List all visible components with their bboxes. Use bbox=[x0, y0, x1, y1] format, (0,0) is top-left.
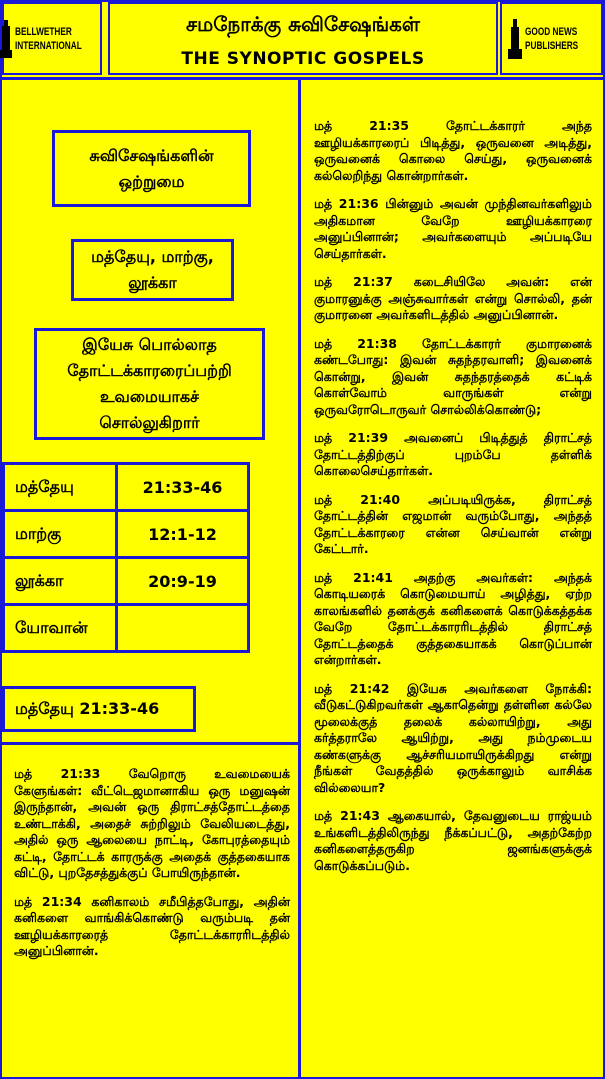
verse: மத் 21:40 அப்படியிருக்க, திராட்சத் தோட்டத்தின் எஜமான் வரும்போது, அந்தத் தோட்டக்காரரை என்ன செய்வான் என்று கேட்டார். bbox=[314, 491, 592, 556]
good-news-logo bbox=[500, 2, 603, 75]
logo-line-2: INTERNATIONAL bbox=[15, 39, 82, 52]
passage-heading: மத்தேயு 21:33-46 bbox=[15, 699, 160, 718]
reference-table bbox=[2, 462, 250, 653]
verse: மத் 21:35 தோட்டக்காரர் அந்த ஊழியக்காரரைப் பிடித்து, ஒருவனை அடித்து, ஒருவனைக் கொலை செய்து, ஒருவனைக் கல்லெறிந்து கொன்றார்கள். bbox=[314, 118, 592, 183]
logo-line-2: PUBLISHERS bbox=[524, 39, 578, 52]
tower-icon bbox=[508, 19, 522, 59]
verse: மத் 21:41 அதற்கு அவர்கள்: அந்தக் கொடியரைக் கொடுமையாய் அழித்து, ஏற்ற காலங்களில் தனக்குக் கனிகளைக் கொடுக்கத்தக்க வேறே தோட்டக்காரரிடத்தில் திராட்சத் தோட்டத்தைக் குத்தகையாகக் கொடுப்பான் என்றார்கள். bbox=[314, 569, 592, 667]
verse: மத் 21:36 பின்னும் அவன் முந்தினவர்களிலும் அதிகமான வேறே ஊழியக்காரரை அனுப்பினான்; அவர்களையும் அப்படியே செய்தார்கள். bbox=[314, 196, 592, 261]
title-tamil: சமநோக்கு சுவிசேஷங்கள் bbox=[186, 12, 420, 36]
ref-cell bbox=[117, 605, 249, 652]
harmony-box bbox=[52, 130, 251, 207]
table-row bbox=[4, 558, 249, 605]
parable-title: இயேசு பொல்லாத தோட்டக்காரரைப்பற்றி உவமையாகச் சொல்லுகிறார் bbox=[67, 335, 232, 432]
ref-cell: 20:9-19 bbox=[117, 558, 249, 605]
ref-cell: 21:33-46 bbox=[117, 464, 249, 511]
gospels-box bbox=[71, 239, 234, 301]
harmony-title: சுவிசேஷங்களின் ஒற்றுமை bbox=[89, 145, 214, 191]
book-cell: மத்தேயு bbox=[4, 464, 117, 511]
ref-cell: 12:1-12 bbox=[117, 511, 249, 558]
left-divider bbox=[0, 742, 300, 745]
logo-line-1: BELLWETHER bbox=[15, 25, 72, 38]
verse: மத் 21:33 வேறொரு உவமையைக் கேளுங்கள்: வீட்டெஜமானாகிய ஒரு மனுஷன் இருந்தான், அவன் ஒரு திராட்சத்தோட்டத்தை உண்டாக்கி, அதைச் சுற்றிலும் வேலியடைத்து, அதில் ஒரு ஆலையை நாட்டி, கோபுரத்தையும் கட்டி, தோட்டக் காரருக்கு அதைக் குத்தகையாக விட்டு, புறதேசத்துக்குப் போயிருந்தான். bbox=[14, 766, 290, 880]
table-row bbox=[4, 605, 249, 652]
table-row bbox=[4, 464, 249, 511]
table-row bbox=[4, 511, 249, 558]
parable-box bbox=[34, 328, 265, 440]
verse: மத் 21:42 இயேசு அவர்களை நோக்கி: வீடுகட்டுகிறவர்கள் ஆகாதென்று தள்ளின கல்லே மூலைக்குத் தலைக் கல்லாயிற்று, அது கர்த்தராலே ஆயிற்று, அது நம்முடைய கண்களுக்கு ஆச்சரியமாயிருக்கிறது என்று நீங்கள் வேதத்தில் ஒருக்காலும் வாசிக்க வில்லையா? bbox=[314, 680, 592, 795]
verse: மத் 21:38 தோட்டக்காரர் குமாரனைக் கண்டபோது: இவன் சுதந்தரவாளி; இவனைக் கொன்று, இவன் சுதந்தரத்தைக் கட்டிக் கொள்வோம் வாருங்கள் என்று ஒருவரோடொருவர் சொல்லிக்கொண்டு; bbox=[314, 335, 592, 417]
verse: மத் 21:37 கடைசியிலே அவன்: என் குமாரனுக்கு அஞ்சுவார்கள் என்று சொல்லி, தன் குமாரனை அவர்களிடத்தில் அனுப்பினான். bbox=[314, 274, 592, 322]
gospels-title: மத்தேயு, மாற்கு, லூக்கா bbox=[91, 247, 214, 292]
column-divider bbox=[298, 77, 301, 1079]
header-divider bbox=[0, 77, 605, 80]
title-box bbox=[108, 2, 498, 75]
logo-line-1: GOOD NEWS bbox=[524, 25, 577, 38]
book-cell: யோவான் bbox=[4, 605, 117, 652]
verse: மத் 21:43 ஆகையால், தேவனுடைய ராஜ்யம் உங்களிடத்திலிருந்து நீக்கப்பட்டு, அதற்கேற்ற கனிகளைத்தருகிற ஜனங்களுக்குக் கொடுக்கப்படும். bbox=[314, 808, 592, 873]
book-cell: மாற்கு bbox=[4, 511, 117, 558]
verse: மத் 21:39 அவனைப் பிடித்துத் திராட்சத் தோட்டத்திற்குப் புறம்பே தள்ளிக் கொலைசெய்தார்கள். bbox=[314, 430, 592, 478]
title-english: THE SYNOPTIC GOSPELS bbox=[181, 49, 425, 69]
book-cell: லூக்கா bbox=[4, 558, 117, 605]
bellwether-logo bbox=[2, 2, 102, 75]
left-verses bbox=[14, 766, 290, 972]
header bbox=[0, 0, 605, 77]
right-verses bbox=[314, 118, 592, 886]
passage-heading-box bbox=[2, 686, 196, 732]
verse: மத் 21:34 கனிகாலம் சமீபித்தபோது, அதின் கனிகளை வாங்கிக்கொண்டு வரும்படி தன் ஊழியக்காரரைத் தோட்டக்காரரிடத்தில் அனுப்பினான். bbox=[14, 893, 290, 958]
bell-tower-icon bbox=[0, 20, 12, 58]
